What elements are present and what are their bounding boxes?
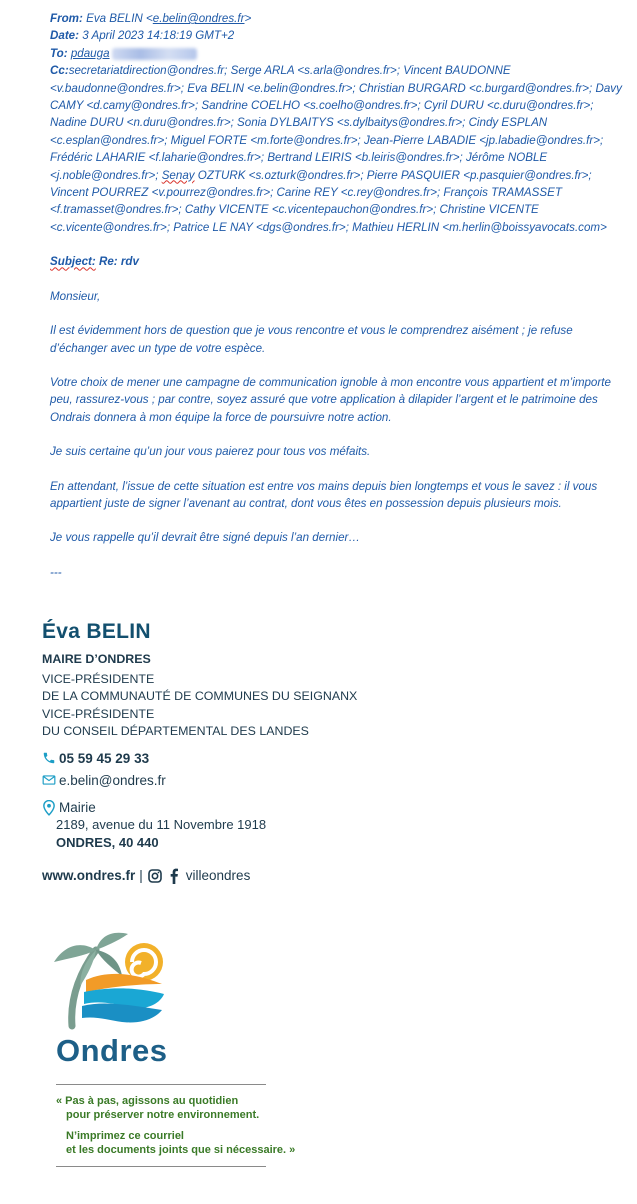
ondres-logo (50, 930, 180, 1070)
motto-bottom-divider (56, 1166, 266, 1167)
social-separator: | (139, 868, 143, 883)
cc-line (50, 62, 625, 236)
from-email-link[interactable]: e.belin@ondres.fr (152, 12, 245, 25)
from-line: From: Eva BELIN <e.belin@ondres.fr> (50, 12, 252, 25)
email-message (50, 10, 625, 581)
cc-list-rest: OZTURK <s.ozturk@ondres.fr>; Pierre PASQUIER <p.pasquier@ondres.fr>; Vincent POURREZ <v.pourrez@ondres.fr>; Carine REY <c.rey@ondres.fr>; François TRAMASSET <f.tramasset@ondres.fr>; Cathy VICENTE <c.vicentepauchon@ondres.fr>; Christine VICENTE <c.vicente@ondres.fr>; Patrice LE NAY <dgs@ondres.fr>; Mathieu HERLIN <m.herlin@boissyavocats.com> (50, 168, 607, 234)
from-label: From: (50, 12, 83, 25)
cc-label: Cc: (50, 64, 69, 78)
address-city: ONDRES, 40 440 (56, 835, 159, 850)
date-line (50, 27, 625, 44)
location-pin-icon (42, 800, 56, 816)
greeting: Monsieur, (50, 289, 101, 303)
signature-role-2a: VICE-PRÉSIDENTE (42, 706, 155, 721)
address-street: 2189, avenue du 11 Novembre 1918 (56, 816, 267, 832)
redacted-address (112, 48, 197, 60)
mail-icon (42, 773, 56, 787)
environment-motto (56, 1084, 296, 1167)
motto-line: N’imprimez ce courriel (66, 1130, 184, 1142)
motto-line: « Pas à pas, agissons au quotidien (56, 1095, 239, 1107)
ondres-logo-graphic (50, 930, 180, 1030)
signature-role-1a: VICE-PRÉSIDENTE (42, 671, 155, 686)
signature-role-2b: DU CONSEIL DÉPARTEMENTAL DES LANDES (42, 724, 309, 738)
phone-number[interactable]: 05 59 45 29 33 (59, 750, 150, 766)
subject-line (50, 253, 625, 270)
date-value: 3 April 2023 14:18:19 GMT+2 (82, 29, 235, 43)
to-line (50, 45, 625, 62)
motto-line: pour préserver notre environnement. (66, 1109, 260, 1121)
motto-top-divider (56, 1084, 266, 1085)
subject-value: Re: rdv (98, 255, 139, 269)
subject-label: Subject: (50, 255, 96, 269)
cc-list: secretariatdirection@ondres.fr; Serge ARLA <s.arla@ondres.fr>; Vincent BAUDONNE <v.baudonne@ondres.fr>; Eva BELIN <e.belin@ondres.fr>; Christian BURGARD <c.burgard@ondres.fr>; Davy CAMY <d.camy@ondres.fr>; Sandrine COELHO <s.coelho@ondres.fr>; Cyril DURU <c.duru@ondres.fr>; Nadine DURU <n.duru@ondres.fr>; Sonia DYLBAITYS <s.dylbaitys@ondres.fr>; Cindy ESPLAN <c.esplan@ondres.fr>; Miguel FORTE <m.forte@ondres.fr>; Jean-Pierre LABADIE <jp.labadie@ondres.fr>; Frédéric LAHARIE <f.laharie@ondres.fr>; Bertrand LEIRIS <b.leiris@ondres.fr>; Jérôme NOBLE <j.noble@ondres.fr>; (50, 64, 622, 182)
email-signature (42, 620, 602, 884)
signature-separator: --- (50, 565, 62, 579)
to-label: To: (50, 46, 68, 60)
body-paragraph: Il est évidemment hors de question que je vous rencontre et vous le comprendrez aisément ; je refuse d’échanger avec un type de votre espèce. (50, 324, 573, 355)
ondres-logo-text: Ondres (56, 1033, 168, 1068)
address-label: Mairie (59, 799, 96, 815)
body-paragraph: Je vous rappelle qu’il devrait être signé depuis l’an dernier… (50, 531, 360, 545)
body-paragraph: Je suis certaine qu’un jour vous paierez pour tous vos méfaits. (50, 445, 371, 459)
phone-icon (42, 751, 56, 765)
to-email-link[interactable]: pdauga (70, 46, 110, 60)
facebook-icon[interactable] (169, 868, 179, 884)
signature-name: Éva BELIN (42, 620, 151, 643)
from-name: Eva BELIN < (86, 12, 153, 25)
body-paragraph: En attendant, l’issue de cette situation est entre vos mains depuis bien longtemps et vous le savez : il vous appartient juste de signer l’avenant au contrat, dont vous êtes en possession depuis plusieurs mois. (50, 479, 598, 510)
motto-line: et les documents joints que si nécessaire. » (66, 1144, 296, 1156)
signature-email-link[interactable]: e.belin@ondres.fr (59, 772, 166, 788)
signature-title: MAIRE D’ONDRES (42, 652, 151, 666)
cc-misspelled-word: Senay (161, 168, 195, 182)
website-link[interactable]: www.ondres.fr (42, 868, 136, 883)
social-handle: villeondres (185, 868, 251, 883)
body-paragraph: Votre choix de mener une campagne de communication ignoble à mon encontre vous appartient et m’importe peu, rassurez-vous ; par contre, soyez assuré que votre application à dilapider l’argent et le patrimoine des Ondrais donnera à mon équipe la force de poursuivre notre action. (50, 375, 611, 424)
date-label: Date: (50, 29, 79, 43)
instagram-icon[interactable] (147, 868, 163, 884)
signature-role-1b: DE LA COMMUNAUTÉ DE COMMUNES DU SEIGNANX (42, 689, 358, 703)
